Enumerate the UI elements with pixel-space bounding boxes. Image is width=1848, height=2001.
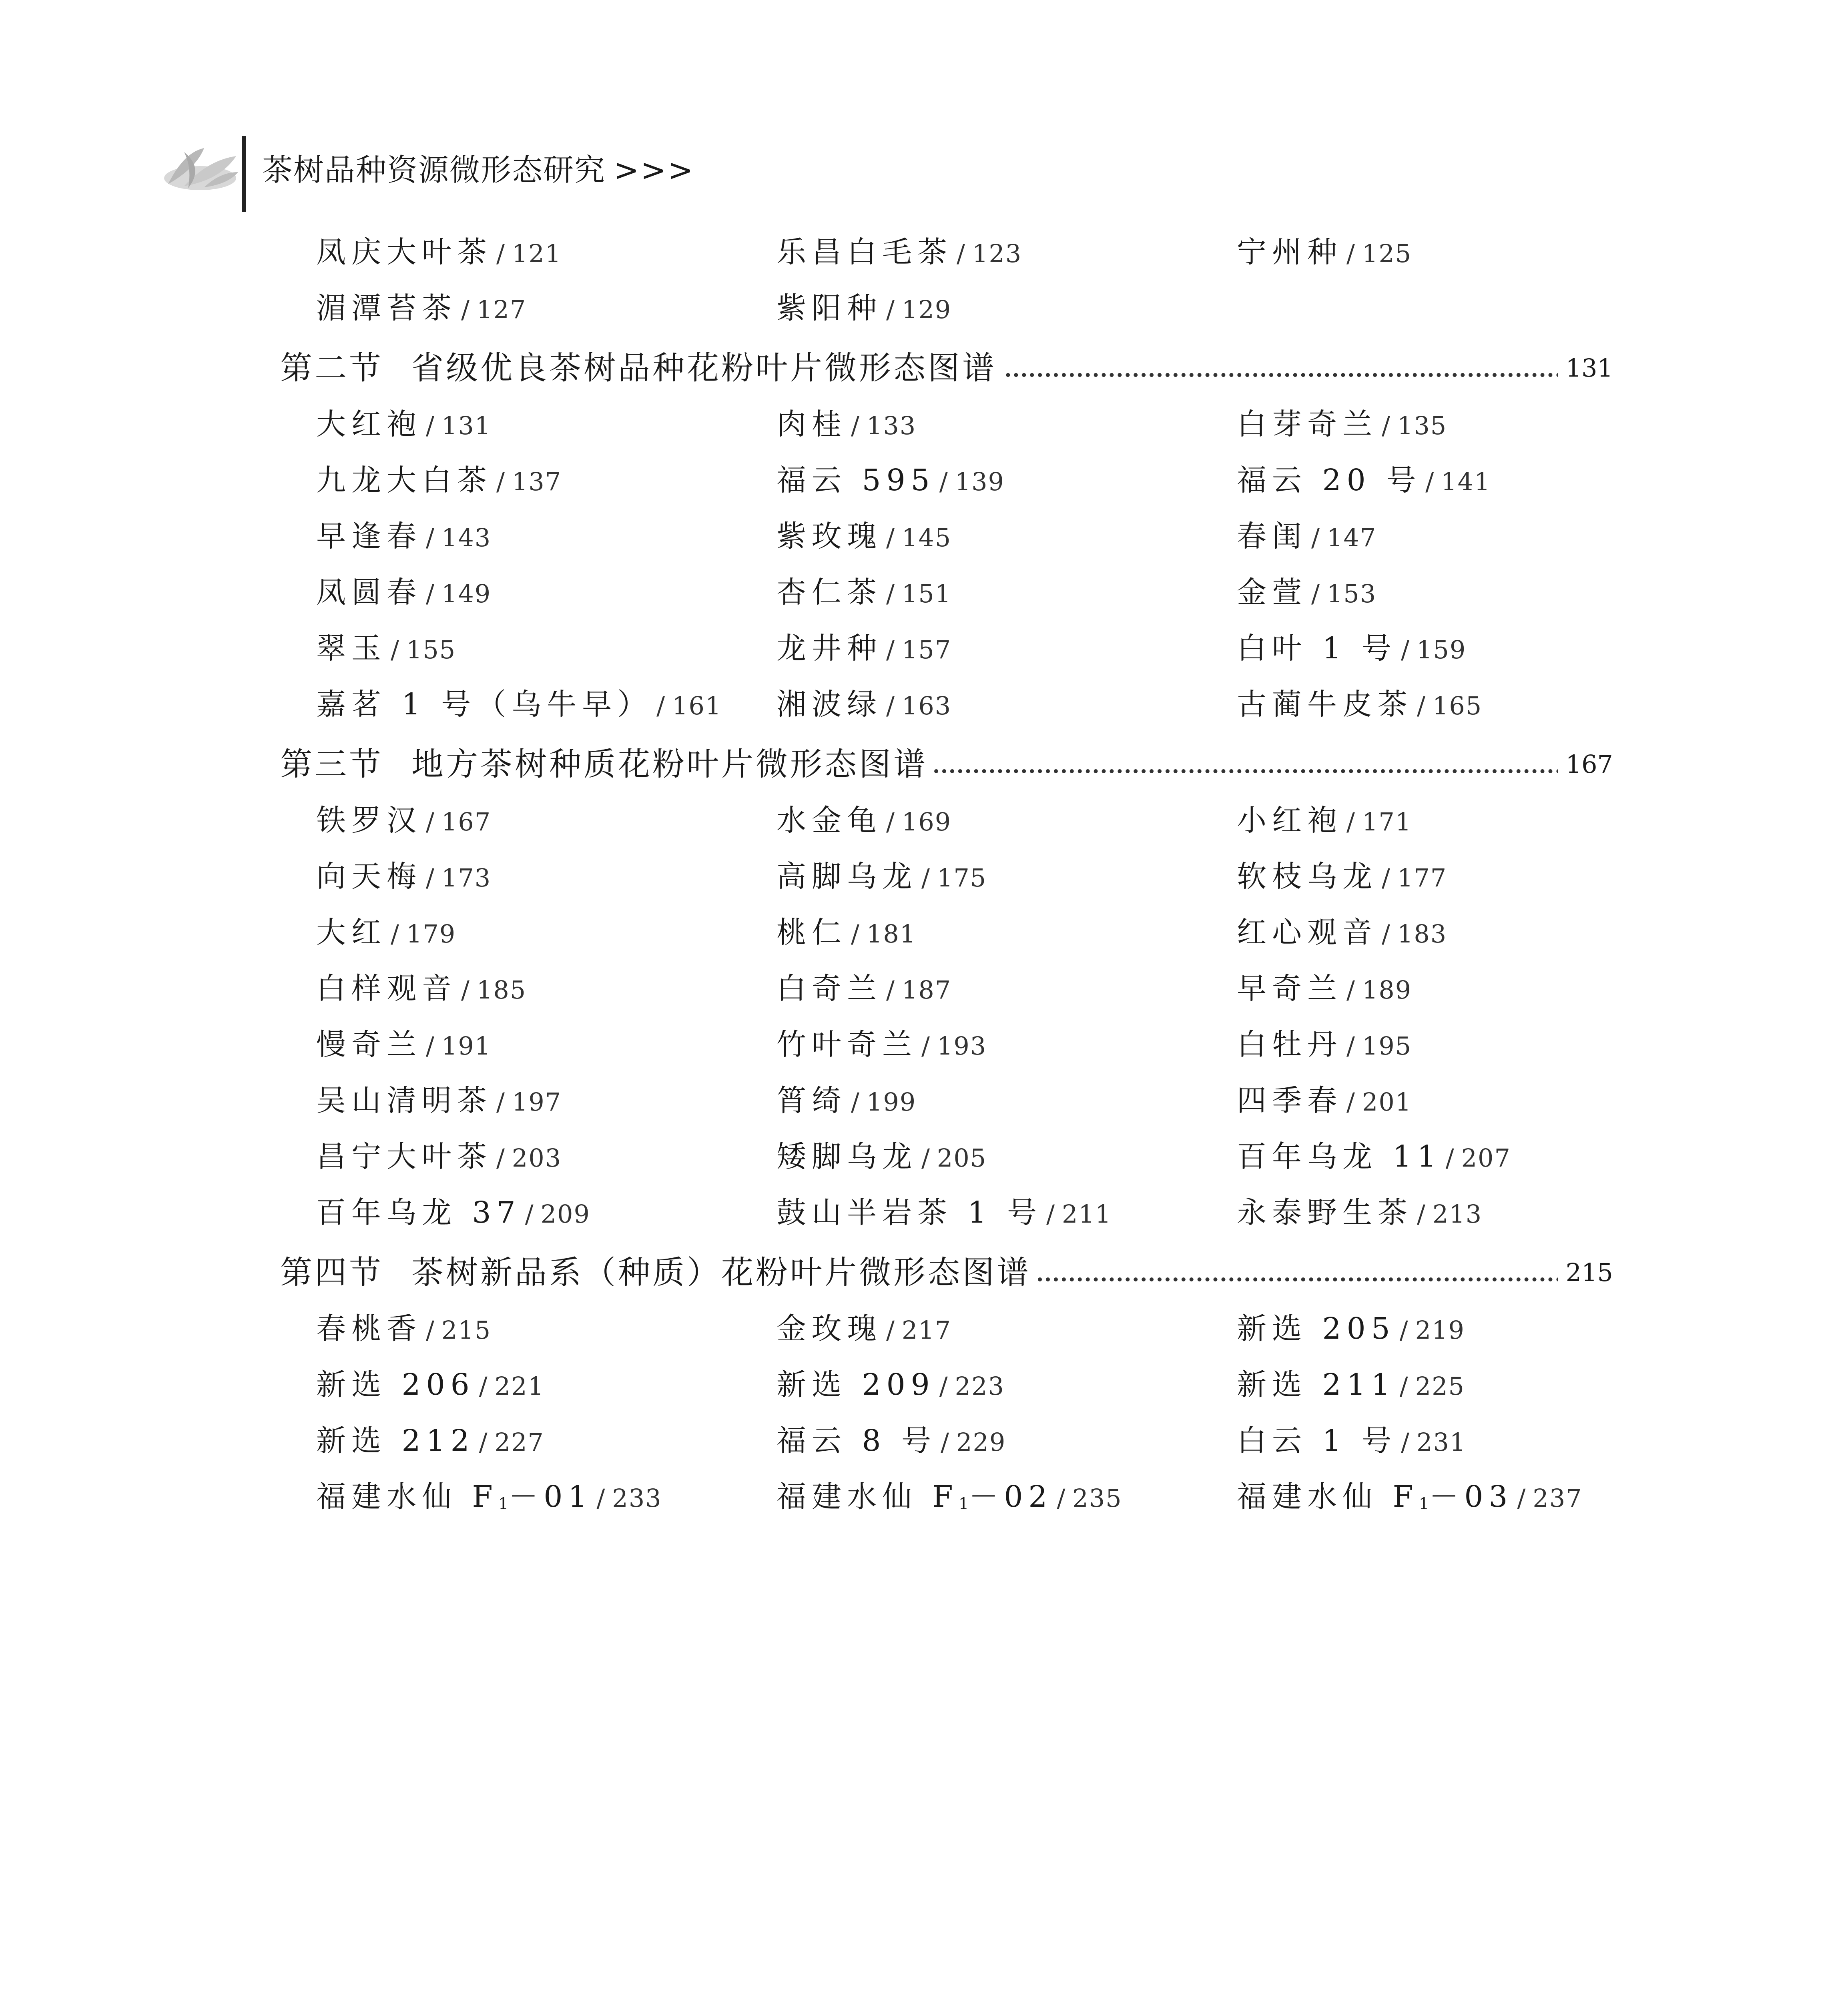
entry-name-suffix: －02 [969, 1480, 1053, 1514]
entry-name: 小红袍 [1237, 803, 1342, 838]
entry-page-number: 225 [1415, 1371, 1465, 1401]
toc-entry[interactable] [777, 1133, 987, 1182]
entry-separator: / [941, 1428, 949, 1457]
entry-separator: / [426, 863, 434, 892]
entry-separator: / [851, 411, 859, 440]
toc-entry[interactable] [316, 284, 526, 334]
entry-name: 翠玉 [316, 631, 387, 666]
toc-entry[interactable] [316, 1133, 562, 1182]
entry-separator: / [886, 975, 895, 1005]
section-number: 第三节 [280, 746, 383, 783]
entry-separator: / [596, 1484, 605, 1513]
toc-row [280, 1361, 1641, 1409]
entry-name: 白叶 1 号 [1237, 631, 1397, 666]
entry-separator: / [426, 1031, 434, 1061]
toc-entry[interactable] [777, 568, 951, 618]
entry-name: 筲绮 [777, 1083, 847, 1118]
toc-entry[interactable] [777, 680, 951, 730]
entry-page-number: 125 [1362, 239, 1412, 268]
entry-page-number: 159 [1417, 635, 1467, 664]
entry-name: 白云 1 号 [1237, 1424, 1397, 1458]
entry-name: 湄潭苔茶 [316, 291, 457, 325]
entry-name: 早逢春 [316, 519, 422, 553]
entry-page-number: 127 [476, 295, 527, 324]
entry-name: 高脚乌龙 [777, 859, 917, 894]
entry-page-number: 169 [901, 807, 952, 836]
entry-name: 紫玫瑰 [777, 519, 882, 553]
entry-page-number: 131 [441, 411, 492, 440]
toc-row [280, 1189, 1641, 1237]
toc-entry[interactable] [777, 624, 951, 674]
section-page-number: 167 [1558, 740, 1613, 788]
entry-separator: / [886, 295, 895, 324]
toc-entry[interactable] [1237, 1189, 1482, 1238]
entry-name: 金萱 [1237, 575, 1307, 610]
entry-page-number: 217 [901, 1315, 952, 1345]
section-title-text: 省级优良茶树品种花粉叶片微形态图谱 [411, 349, 997, 387]
entry-name: 新选 205 [1237, 1311, 1396, 1346]
toc-entry[interactable] [316, 1021, 491, 1070]
section-title [280, 344, 1002, 392]
entry-name-suffix: －01 [508, 1480, 593, 1514]
toc-entry[interactable] [777, 1305, 951, 1354]
entry-name: 春闺 [1237, 519, 1307, 553]
toc-entry[interactable] [316, 1077, 562, 1126]
entry-page-number: 167 [441, 807, 492, 836]
entry-separator: / [886, 635, 895, 664]
entry-page-number: 165 [1432, 691, 1483, 720]
entry-page-number: 141 [1441, 467, 1491, 496]
entry-page-number: 213 [1432, 1199, 1483, 1229]
entry-separator: / [939, 1371, 948, 1401]
entry-separator: / [886, 807, 895, 836]
toc-entry[interactable] [316, 796, 491, 846]
section-number: 第二节 [280, 349, 383, 387]
entry-page-number: 143 [441, 523, 492, 552]
toc-entry[interactable] [1237, 796, 1412, 846]
entry-separator: / [1382, 411, 1390, 440]
section-number: 第四节 [280, 1254, 383, 1291]
entry-separator: / [1382, 863, 1390, 892]
entry-name: 福云 595 [777, 463, 935, 497]
toc-row [280, 1133, 1641, 1181]
toc-entry[interactable] [316, 624, 456, 674]
section-title [280, 1249, 1037, 1297]
entry-page-number: 223 [955, 1371, 1005, 1401]
entry-name: 福建水仙 F [1237, 1480, 1419, 1514]
entry-separator: / [1346, 975, 1355, 1005]
toc-entry[interactable] [1237, 1305, 1465, 1354]
entry-separator: / [1401, 1428, 1410, 1457]
entry-name: 竹叶奇兰 [777, 1027, 917, 1062]
entry-page-number: 189 [1362, 975, 1412, 1005]
toc-row [280, 400, 1641, 448]
entry-name: 新选 206 [316, 1367, 475, 1402]
entry-page-number: 149 [441, 579, 492, 608]
entry-separator: / [921, 1031, 930, 1061]
entry-separator: / [1311, 579, 1320, 608]
entry-separator: / [886, 1315, 895, 1345]
entry-name: 新选 212 [316, 1424, 475, 1458]
entry-name: 矮脚乌龙 [777, 1139, 917, 1174]
toc-entry[interactable] [777, 1417, 1006, 1466]
toc-entry[interactable] [316, 1417, 544, 1466]
entry-name: 慢奇兰 [316, 1027, 422, 1062]
entry-separator: / [426, 523, 434, 552]
entry-separator: / [461, 295, 470, 324]
entry-separator: / [656, 691, 665, 720]
entry-name: 古蔺牛皮茶 [1237, 687, 1413, 722]
entry-name: 大红 [316, 915, 387, 950]
entry-page-number: 129 [901, 295, 952, 324]
entry-name: 湘波绿 [777, 687, 882, 722]
entry-name: 福建水仙 F [777, 1480, 959, 1514]
entry-separator: / [479, 1371, 488, 1401]
entry-separator: / [496, 1143, 505, 1173]
entry-name: 永泰野生茶 [1237, 1195, 1413, 1230]
entry-separator: / [496, 467, 505, 496]
entry-separator: / [1346, 807, 1355, 836]
entry-separator: / [1346, 1031, 1355, 1061]
entry-separator: / [479, 1428, 488, 1457]
section-title-text: 茶树新品系（种质）花粉叶片微形态图谱 [411, 1254, 1031, 1291]
entry-name: 昌宁大叶茶 [316, 1139, 492, 1174]
entry-name: 吴山清明茶 [316, 1083, 492, 1118]
entry-page-number: 155 [406, 635, 456, 664]
entry-name: 鼓山半岩茶 1 号 [777, 1195, 1043, 1230]
entry-separator: / [1399, 1315, 1408, 1345]
toc-entry[interactable] [316, 680, 722, 730]
entry-page-number: 201 [1362, 1087, 1412, 1117]
toc-entry[interactable] [1237, 400, 1447, 450]
entry-separator: / [525, 1199, 534, 1229]
entry-separator: / [1517, 1484, 1526, 1513]
entry-separator: / [426, 807, 434, 836]
toc-entry[interactable] [316, 1189, 590, 1238]
toc-row [280, 680, 1641, 728]
toc-section-heading[interactable] [280, 344, 1613, 392]
entry-page-number: 121 [512, 239, 562, 268]
entry-separator: / [1425, 467, 1434, 496]
entry-separator: / [921, 863, 930, 892]
toc-entry[interactable] [316, 568, 491, 618]
entry-name: 新选 209 [777, 1367, 935, 1402]
entry-separator: / [851, 919, 859, 948]
toc-entry[interactable] [1237, 1077, 1412, 1126]
entry-page-number: 207 [1461, 1143, 1511, 1173]
toc-row [280, 228, 1641, 276]
entry-separator: / [1382, 919, 1390, 948]
entry-name-suffix: －03 [1429, 1480, 1513, 1514]
entry-page-number: 227 [494, 1428, 544, 1457]
toc-entry[interactable] [777, 908, 916, 958]
entry-name: 紫阳种 [777, 291, 882, 325]
chevron-right-icon: >>> [614, 152, 695, 188]
toc-entry[interactable] [316, 1361, 544, 1410]
toc-entry[interactable] [1237, 964, 1412, 1014]
entry-page-number: 235 [1072, 1484, 1122, 1513]
section-page-number: 131 [1558, 344, 1613, 392]
entry-separator: / [1399, 1371, 1408, 1401]
toc-entry[interactable] [316, 964, 526, 1014]
entry-page-number: 171 [1362, 807, 1412, 836]
entry-page-number: 133 [866, 411, 917, 440]
toc-entry[interactable] [777, 400, 916, 450]
toc-entry[interactable] [316, 1305, 491, 1354]
entry-name: 白样观音 [316, 971, 457, 1006]
entry-page-number: 157 [901, 635, 952, 664]
entry-name: 白芽奇兰 [1237, 407, 1378, 441]
toc-entry[interactable] [777, 1021, 987, 1070]
entry-name: 龙井种 [777, 631, 882, 666]
toc-entry[interactable] [316, 908, 456, 958]
entry-page-number: 147 [1326, 523, 1377, 552]
entry-name: 白牡丹 [1237, 1027, 1342, 1062]
entry-name: 凤庆大叶茶 [316, 235, 492, 269]
section-page-number: 215 [1558, 1249, 1613, 1297]
entry-separator: / [1046, 1199, 1055, 1229]
entry-separator: / [1445, 1143, 1454, 1173]
entry-name: 百年乌龙 37 [316, 1195, 521, 1230]
toc-entry[interactable] [316, 512, 491, 562]
entry-page-number: 175 [937, 863, 987, 892]
entry-page-number: 181 [866, 919, 917, 948]
entry-name: 软枝乌龙 [1237, 859, 1378, 894]
entry-page-number: 199 [866, 1087, 917, 1117]
toc-entry[interactable] [777, 512, 951, 562]
entry-name: 向天梅 [316, 859, 422, 894]
toc-entry[interactable] [1237, 1473, 1583, 1528]
toc-entry[interactable] [1237, 624, 1466, 674]
entry-separator: / [939, 467, 948, 496]
entry-name: 四季春 [1237, 1083, 1342, 1118]
entry-page-number: 137 [512, 467, 562, 496]
toc-entry[interactable] [777, 1361, 1005, 1410]
toc-row [280, 908, 1641, 956]
toc-entry[interactable] [1237, 228, 1412, 278]
toc-entry[interactable] [316, 456, 562, 506]
entry-name-subscript: 1 [958, 1495, 969, 1513]
toc-row [280, 568, 1641, 616]
entry-page-number: 197 [512, 1087, 562, 1117]
entry-page-number: 237 [1533, 1484, 1583, 1513]
toc-entry[interactable] [316, 1473, 662, 1528]
entry-page-number: 211 [1062, 1199, 1112, 1229]
toc-section-heading[interactable] [280, 740, 1613, 788]
entry-separator: / [426, 411, 434, 440]
entry-page-number: 215 [441, 1315, 492, 1345]
entry-separator: / [886, 523, 895, 552]
toc-row [280, 284, 1641, 332]
entry-page-number: 233 [612, 1484, 662, 1513]
entry-name: 福建水仙 F [316, 1480, 498, 1514]
toc-entry[interactable] [1237, 1417, 1466, 1466]
toc-entry[interactable] [316, 400, 491, 450]
entry-name: 水金龟 [777, 803, 882, 838]
entry-separator: / [957, 239, 965, 268]
entry-name-subscript: 1 [498, 1495, 509, 1513]
entry-page-number: 229 [956, 1428, 1006, 1457]
entry-name: 杏仁茶 [777, 575, 882, 610]
toc-row [280, 852, 1641, 900]
entry-separator: / [1417, 691, 1425, 720]
entry-separator: / [921, 1143, 930, 1173]
entry-separator: / [391, 635, 399, 664]
toc-entry[interactable] [1237, 568, 1376, 618]
entry-page-number: 193 [937, 1031, 987, 1061]
entry-name: 红心观音 [1237, 915, 1378, 950]
entry-name: 金玫瑰 [777, 1311, 882, 1346]
entry-name: 九龙大白茶 [316, 463, 492, 497]
toc-row [280, 1473, 1641, 1521]
toc-entry[interactable] [1237, 456, 1491, 506]
entry-page-number: 195 [1362, 1031, 1412, 1061]
toc-entry[interactable] [1237, 1133, 1511, 1182]
entry-page-number: 177 [1397, 863, 1447, 892]
entry-name: 宁州种 [1237, 235, 1342, 269]
entry-page-number: 219 [1415, 1315, 1465, 1345]
toc-section-heading[interactable] [280, 1249, 1613, 1297]
entry-separator: / [426, 579, 434, 608]
entry-name: 肉桂 [777, 407, 847, 441]
entry-page-number: 191 [441, 1031, 492, 1061]
section-title-text: 地方茶树种质花粉叶片微形态图谱 [411, 746, 928, 783]
entry-page-number: 139 [955, 467, 1005, 496]
section-title [280, 740, 933, 788]
entry-page-number: 173 [441, 863, 492, 892]
toc-entry[interactable] [777, 456, 1005, 506]
toc-row [280, 796, 1641, 844]
toc-row [280, 624, 1641, 672]
entry-name: 早奇兰 [1237, 971, 1342, 1006]
toc-entry[interactable] [1237, 852, 1447, 902]
entry-name: 新选 211 [1237, 1367, 1396, 1402]
toc-entry[interactable] [316, 852, 491, 902]
toc-entry[interactable] [1237, 512, 1376, 562]
entry-name: 铁罗汉 [316, 803, 422, 838]
entry-page-number: 179 [406, 919, 456, 948]
entry-separator: / [426, 1315, 434, 1345]
entry-page-number: 151 [901, 579, 952, 608]
entry-name: 嘉茗 1 号（乌牛早） [316, 687, 653, 722]
entry-name: 凤圆春 [316, 575, 422, 610]
toc-row [280, 1305, 1641, 1353]
toc-entry[interactable] [777, 964, 951, 1014]
entry-separator: / [391, 919, 399, 948]
entry-name-subscript: 1 [1419, 1495, 1429, 1513]
entry-separator: / [461, 975, 470, 1005]
book-title-text: 茶树品种资源微形态研究 [262, 152, 606, 188]
entry-name: 大红袍 [316, 407, 422, 441]
entry-page-number: 209 [540, 1199, 590, 1229]
entry-page-number: 161 [672, 691, 722, 720]
entry-page-number: 187 [901, 975, 952, 1005]
entry-page-number: 153 [1326, 579, 1377, 608]
entry-name: 福云 20 号 [1237, 463, 1422, 497]
toc-entry[interactable] [1237, 1021, 1412, 1070]
toc-entry[interactable] [1237, 680, 1482, 730]
toc-row [280, 964, 1641, 1013]
entry-page-number: 123 [972, 239, 1022, 268]
entry-separator: / [1057, 1484, 1065, 1513]
entry-page-number: 185 [476, 975, 527, 1005]
entry-page-number: 145 [901, 523, 952, 552]
toc-entry[interactable] [777, 1189, 1112, 1238]
entry-separator: / [496, 1087, 505, 1117]
entry-name: 桃仁 [777, 915, 847, 950]
toc-entry[interactable] [777, 1473, 1122, 1528]
toc-entry[interactable] [777, 852, 987, 902]
entry-name: 乐昌白毛茶 [777, 235, 953, 269]
toc-row [280, 456, 1641, 504]
entry-page-number: 135 [1397, 411, 1447, 440]
toc-entry[interactable] [316, 228, 562, 278]
entry-name: 福云 8 号 [777, 1424, 937, 1458]
entry-separator: / [1346, 1087, 1355, 1117]
toc-row [280, 1021, 1641, 1069]
entry-page-number: 221 [494, 1371, 544, 1401]
toc-entry[interactable] [777, 228, 1022, 278]
toc-entry[interactable] [1237, 908, 1447, 958]
toc-row [280, 1077, 1641, 1125]
toc-entry[interactable] [777, 1077, 916, 1126]
toc-row [280, 1417, 1641, 1465]
entry-separator: / [851, 1087, 859, 1117]
entry-separator: / [886, 691, 895, 720]
entry-name: 百年乌龙 11 [1237, 1139, 1442, 1174]
entry-separator: / [1417, 1199, 1425, 1229]
entry-page-number: 203 [512, 1143, 562, 1173]
entry-separator: / [496, 239, 505, 268]
toc-entry[interactable] [777, 796, 951, 846]
entry-page-number: 183 [1397, 919, 1447, 948]
entry-separator: / [1346, 239, 1355, 268]
entry-page-number: 163 [901, 691, 952, 720]
entry-name: 春桃香 [316, 1311, 422, 1346]
entry-separator: / [1311, 523, 1320, 552]
entry-separator: / [886, 579, 895, 608]
entry-name: 白奇兰 [777, 971, 882, 1006]
entry-separator: / [1401, 635, 1410, 664]
toc-entry[interactable] [1237, 1361, 1465, 1410]
toc-entry[interactable] [777, 284, 951, 334]
entry-page-number: 231 [1417, 1428, 1467, 1457]
entry-page-number: 205 [937, 1143, 987, 1173]
toc-row [280, 512, 1641, 560]
